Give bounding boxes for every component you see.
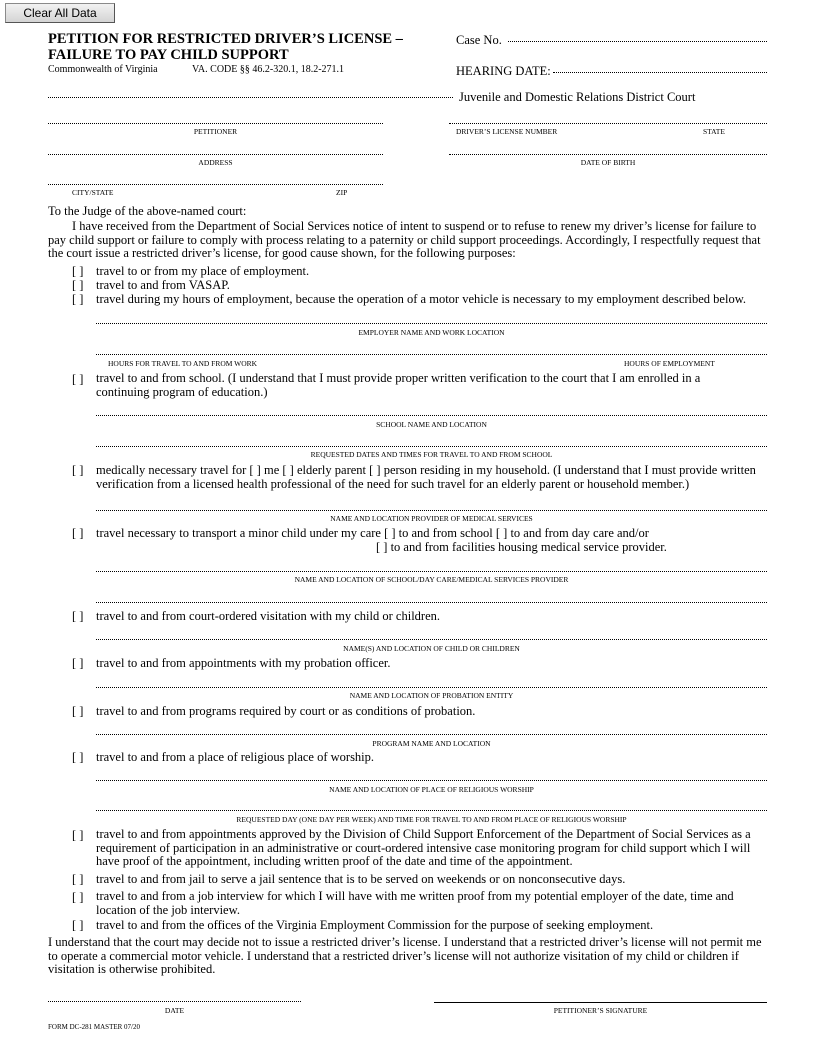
address-field[interactable] — [48, 154, 383, 155]
visitation-field[interactable] — [96, 639, 767, 640]
commonwealth-label: Commonwealth of Virginia — [48, 64, 158, 75]
checkbox-worship[interactable]: [ ] — [72, 750, 84, 764]
option-probation-officer: travel to and from appointments with my probation officer. — [96, 656, 391, 670]
hours-employment-label: HOURS OF EMPLOYMENT — [624, 359, 715, 368]
minor-provider-field[interactable] — [96, 571, 767, 572]
option-interview: travel to and from a job interview for which I will have with me written proof from my potential employer of the date, time and location of the job interview. — [96, 889, 734, 917]
checkbox-vasap[interactable]: [ ] — [72, 278, 84, 292]
city-state-label: CITY/STATE — [72, 188, 114, 197]
minor-provider-label: NAME AND LOCATION OF SCHOOL/DAY CARE/MEDICAL SERVICES PROVIDER — [294, 575, 569, 584]
school-dates-label: REQUESTED DATES AND TIMES FOR TRAVEL TO AND FROM SCHOOL — [310, 450, 553, 459]
clear-all-data-button[interactable]: Clear All Data — [5, 3, 115, 23]
date-label: DATE — [164, 1006, 185, 1015]
dob-label: DATE OF BIRTH — [580, 158, 636, 167]
programs-field[interactable] — [96, 734, 767, 735]
court-jurisdiction-field[interactable] — [48, 97, 453, 98]
checkbox-hours-employment[interactable]: [ ] — [72, 292, 84, 306]
zip-label: ZIP — [336, 188, 348, 197]
option-visitation: travel to and from court-ordered visitation with my child or children. — [96, 609, 441, 623]
dob-field[interactable] — [449, 154, 767, 155]
employer-field[interactable] — [96, 323, 767, 324]
checkbox-visitation[interactable]: [ ] — [72, 609, 84, 623]
dl-number-field[interactable] — [449, 123, 767, 124]
option-medical-line2: verification from a licensed health professional of the need for such travel for an elderly parent or household member.) — [96, 477, 690, 491]
checkbox-place-employment[interactable]: [ ] — [72, 264, 84, 278]
school-field[interactable] — [96, 415, 767, 416]
hours-travel-label: HOURS FOR TRAVEL TO AND FROM WORK — [108, 359, 258, 368]
option-school: travel to and from school. (I understand that I must provide proper written verification to the court that I am enrolled in a continuing program of education.) — [96, 371, 701, 399]
checkbox-school[interactable]: [ ] — [72, 372, 84, 386]
petitioner-field[interactable] — [48, 123, 383, 124]
minor-provider-field-2[interactable] — [96, 602, 767, 603]
checkbox-jail[interactable]: [ ] — [72, 872, 84, 886]
employer-label: EMPLOYER NAME AND WORK LOCATION — [358, 328, 505, 337]
hearing-date-field[interactable] — [553, 72, 767, 73]
option-place-employment: travel to or from my place of employment. — [96, 264, 310, 278]
checkbox-interview[interactable]: [ ] — [72, 890, 84, 904]
form-title-line2: FAILURE TO PAY CHILD SUPPORT — [48, 47, 289, 63]
probation-label: NAME AND LOCATION OF PROBATION ENTITY — [349, 691, 514, 700]
worship-day-label: REQUESTED DAY (ONE DAY PER WEEK) AND TIME FOR TRAVEL TO AND FROM PLACE OF RELIGIOUS WORSHIP — [236, 815, 627, 824]
worship-label: NAME AND LOCATION OF PLACE OF RELIGIOUS WORSHIP — [329, 785, 534, 794]
hearing-date-label: HEARING DATE: — [456, 64, 551, 78]
intro-paragraph: I have received from the Department of Social Services notice of intent to suspend or to refuse to renew my driver’s license for failure to pay child support or failure to comply with process relating to a paternity or child support proceedings. Accordingly, I respectfully request that the court issue a restricted driver’s license, for good cause shown, for the following purposes: — [48, 219, 761, 261]
city-state-zip-field[interactable] — [48, 184, 383, 185]
probation-field[interactable] — [96, 687, 767, 688]
option-programs: travel to and from programs required by court or as conditions of probation. — [96, 704, 476, 718]
form-title-line1: PETITION FOR RESTRICTED DRIVER’S LICENSE – — [48, 31, 403, 47]
option-minor-line1: travel necessary to transport a minor child under my care [ ] to and from school [ ] to and from day care and/or — [96, 526, 649, 540]
va-code-label: VA. CODE §§ 46.2-320.1, 18.2-271.1 — [192, 64, 345, 75]
checkbox-medical[interactable]: [ ] — [72, 463, 84, 477]
hours-field[interactable] — [96, 354, 767, 355]
option-medical-line1: medically necessary travel for [ ] me [ ] elderly parent [ ] person residing in my household. (I understand that I must provide written — [96, 463, 756, 477]
address-label: ADDRESS — [198, 158, 233, 167]
medical-provider-field[interactable] — [96, 510, 767, 511]
signature-label: PETITIONER’S SIGNATURE — [553, 1006, 648, 1015]
option-vec: travel to and from the offices of the Virginia Employment Commission for the purpose of seeking employment. — [96, 918, 654, 932]
dl-number-label: DRIVER’S LICENSE NUMBER — [456, 127, 558, 136]
checkbox-minor-child[interactable]: [ ] — [72, 526, 84, 540]
petitioner-label: PETITIONER — [193, 127, 238, 136]
option-worship: travel to and from a place of religious place of worship. — [96, 750, 375, 764]
medical-provider-label: NAME AND LOCATION PROVIDER OF MEDICAL SERVICES — [330, 514, 533, 523]
signature-field[interactable] — [434, 1002, 767, 1003]
option-hours-employment: travel during my hours of employment, because the operation of a motor vehicle is necessary to my employment described below. — [96, 292, 747, 306]
state-label: STATE — [703, 127, 725, 136]
checkbox-dcse[interactable]: [ ] — [72, 828, 84, 842]
school-dates-field[interactable] — [96, 446, 767, 447]
option-jail: travel to and from jail to serve a jail sentence that is to be served on weekends or on nonconsecutive days. — [96, 872, 626, 886]
option-dcse: travel to and from appointments approved by the Division of Child Support Enforcement of the Department of Social Services as a requirement of participation in an administrative or court-ordered intensive case monitoring program for child support which I will have proof of the appointment, including written proof of the date and time of the appointment. — [96, 827, 751, 869]
salutation: To the Judge of the above-named court: — [48, 204, 247, 218]
option-vasap: travel to and from VASAP. — [96, 278, 230, 292]
date-field[interactable] — [48, 1001, 301, 1002]
worship-day-field[interactable] — [96, 810, 767, 811]
checkbox-probation-officer[interactable]: [ ] — [72, 656, 84, 670]
court-name-label: Juvenile and Domestic Relations District Court — [459, 90, 696, 104]
case-no-label: Case No. — [456, 33, 502, 47]
checkbox-vec[interactable]: [ ] — [72, 918, 84, 932]
closing-paragraph: I understand that the court may decide not to issue a restricted driver’s license. I understand that a restricted driver’s license will not permit me to operate a commercial motor vehicle. I understand that a restricted driver’s license will not authorize visitation of my child or children if visitation is otherwise prohibited. — [48, 935, 762, 977]
case-no-field[interactable] — [508, 41, 767, 42]
visitation-label: NAME(S) AND LOCATION OF CHILD OR CHILDREN — [343, 644, 520, 653]
checkbox-programs[interactable]: [ ] — [72, 704, 84, 718]
worship-field[interactable] — [96, 780, 767, 781]
programs-label: PROGRAM NAME AND LOCATION — [372, 739, 491, 748]
option-minor-line2: [ ] to and from facilities housing medical service provider. — [376, 540, 667, 554]
school-label: SCHOOL NAME AND LOCATION — [376, 420, 487, 429]
form-number: FORM DC-281 MASTER 07/20 — [48, 1023, 140, 1031]
